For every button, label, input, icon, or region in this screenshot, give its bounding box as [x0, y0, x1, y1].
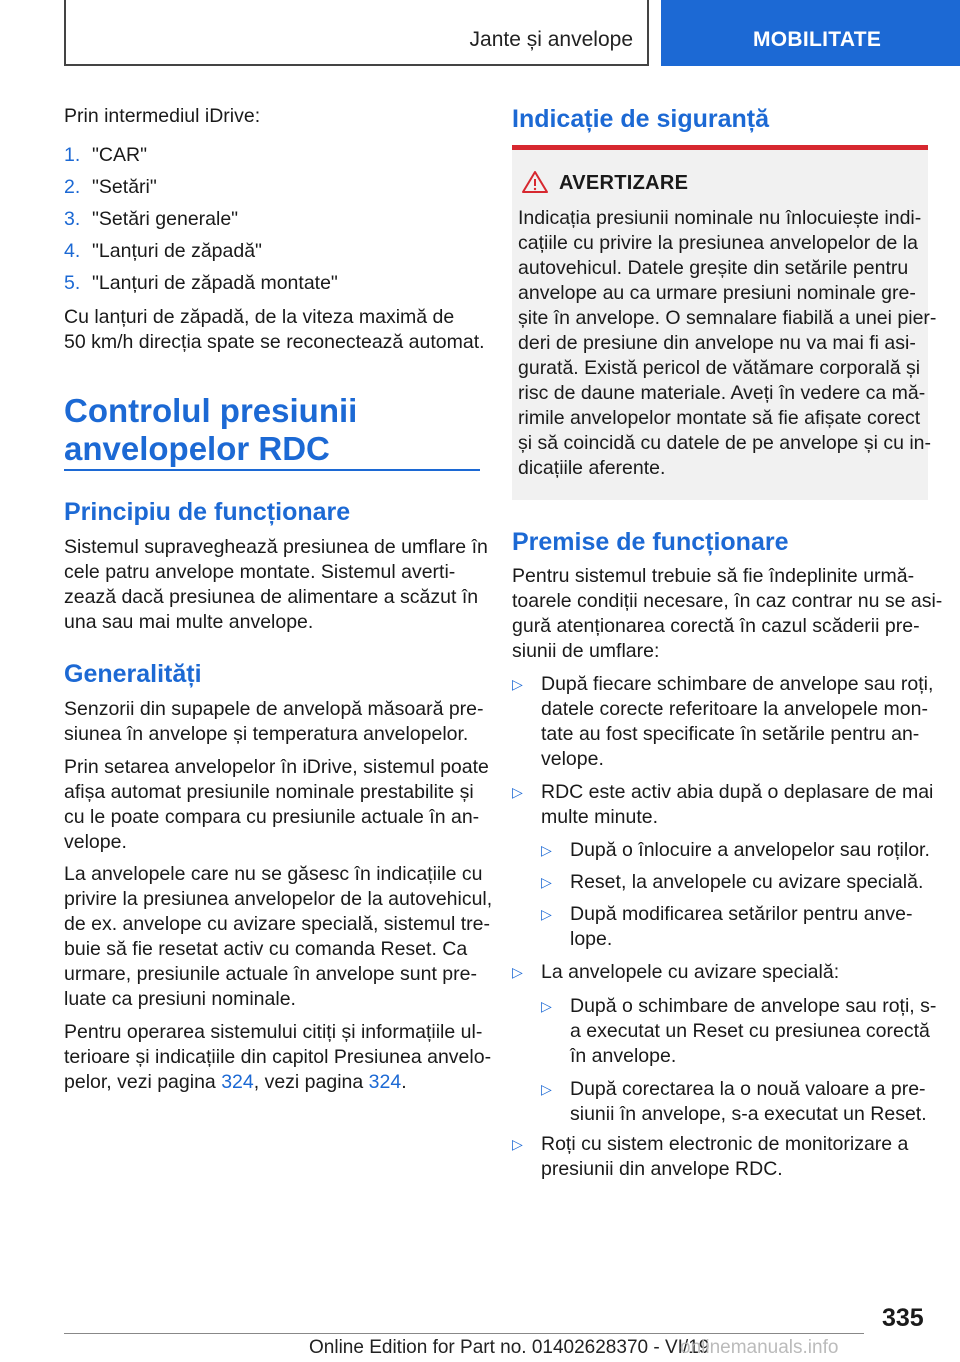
- sub-bullet-line: După corectarea la o nouă valoare a pre‐: [570, 1078, 926, 1100]
- after-steps-line: Cu lanțuri de zăpadă, de la viteza maximă de: [64, 306, 455, 328]
- brand-watermark: onlinemanuals.info: [680, 1337, 839, 1358]
- principle-line: una sau mai multe anvelope.: [64, 611, 314, 633]
- header-section-box: [64, 0, 649, 66]
- step-number: 1.: [64, 144, 81, 166]
- bullet-triangle-icon: ▷: [541, 842, 552, 858]
- section-title: Jante și anvelope: [469, 28, 633, 51]
- general-heading: Generalități: [64, 660, 202, 688]
- bullet-triangle-icon: ▷: [512, 964, 523, 980]
- page-link[interactable]: 324: [368, 1071, 402, 1093]
- bullet-triangle-icon: ▷: [541, 874, 552, 890]
- step-text: "Setări generale": [92, 208, 239, 230]
- premise-line: toarele condiții necesare, în caz contrar nu se asi‐: [512, 590, 943, 612]
- bullet-line: După fiecare schimbare de anvelope sau roți,: [541, 673, 934, 695]
- principle-heading: Principiu de funcționare: [64, 498, 351, 526]
- warning-line: dicațiile aferente.: [518, 457, 666, 479]
- premise-line: siunii de umflare:: [512, 640, 660, 662]
- general-line: afișa automat presiunile nominale prestabilite și: [64, 781, 474, 803]
- sub-bullet-line: siunii în anvelope, s-a executat un Reset.: [570, 1103, 927, 1125]
- general-line: Prin setarea anvelopelor în iDrive, sistemul poate: [64, 756, 489, 778]
- bullet-triangle-icon: ▷: [541, 906, 552, 922]
- principle-line: zează dacă presiunea de alimentare a scăzut în: [64, 586, 479, 608]
- step-number: 4.: [64, 240, 81, 262]
- step-text: "Setări": [92, 176, 157, 198]
- sub-bullet-line: După o schimbare de anvelope sau roți, s-: [570, 995, 937, 1017]
- after-steps-line: 50 km/h direcția spate se reconectează automat.: [64, 331, 485, 353]
- warning-line: rimile anvelopelor montate să fie afișate corect: [518, 407, 921, 429]
- sub-bullet-line: a executat un Reset cu presiunea corectă: [570, 1020, 930, 1042]
- sub-bullet-line: După o înlocuire a anvelopelor sau roților.: [570, 839, 930, 861]
- premise-line: gură atenționarea corectă în cazul scăderii pre‐: [512, 615, 920, 637]
- warning-triangle-icon: [521, 170, 549, 194]
- link-prefix: pelor, vezi pagina: [64, 1071, 222, 1093]
- general-line: Senzorii din supapele de anvelopă măsoară pre‐: [64, 698, 484, 720]
- bullet-triangle-icon: ▷: [512, 784, 523, 800]
- sub-bullet-line: lope.: [570, 928, 613, 950]
- step-text: "Lanțuri de zăpadă": [92, 240, 262, 262]
- page-number: 335: [882, 1304, 924, 1332]
- principle-line: cele patru anvelope montate. Sistemul averti‐: [64, 561, 456, 583]
- step-text: "Lanțuri de zăpadă montate": [92, 272, 338, 294]
- warning-line: deri de presiune din anvelope nu va mai fi asi‐: [518, 332, 916, 354]
- warning-line: cațiile cu privire la presiunea anvelopelor de la: [518, 232, 918, 254]
- warning-label: AVERTIZARE: [559, 172, 689, 194]
- edition-text: Online Edition for Part no. 01402628370 - VI/19: [309, 1337, 710, 1358]
- chapter-title-line: Controlul presiunii: [64, 392, 358, 429]
- link-sep: , vezi pagina: [253, 1071, 369, 1093]
- step-number: 3.: [64, 208, 81, 230]
- sub-bullet-line: în anvelope.: [570, 1045, 677, 1067]
- warning-line: autovehicul. Datele greșite din setările pentru: [518, 257, 909, 279]
- bullet-line: Roți cu sistem electronic de monitorizare a: [541, 1133, 909, 1155]
- premise-line: Pentru sistemul trebuie să fie îndeplinite urmă‐: [512, 565, 915, 587]
- step-text: "CAR": [92, 144, 148, 166]
- bullet-triangle-icon: ▷: [541, 1081, 552, 1097]
- general-line: terioare și indicațiile din capitol Presiunea anvelo‐: [64, 1046, 492, 1068]
- warning-line: și să coincidă cu datele de pe anvelope și cu in‐: [518, 432, 932, 454]
- sub-bullet-line: După modificarea setărilor pentru anve‐: [570, 903, 913, 925]
- warning-line: șite în anvelope. O semnalare fiabilă a unei pier‐: [518, 307, 937, 329]
- intro-text: Prin intermediul iDrive:: [64, 105, 261, 127]
- warning-line: risc de daune materiale. Aveți în vedere ca mă‐: [518, 382, 926, 404]
- bullet-triangle-icon: ▷: [512, 1136, 523, 1152]
- general-line: privire la presiunea anvelopelor de la autovehicul,: [64, 888, 493, 910]
- general-line: de ex. anvelope cu avizare specială, sistemul tre‐: [64, 913, 490, 935]
- bullet-line: tate au fost specificate în setările pentru an‐: [541, 723, 920, 745]
- bullet-triangle-icon: ▷: [541, 998, 552, 1014]
- header-tab-mobilitate[interactable]: [661, 0, 960, 66]
- sub-bullet-line: Reset, la anvelopele cu avizare specială.: [570, 871, 924, 893]
- safety-heading: Indicație de siguranță: [512, 105, 770, 133]
- bullet-line: datele corecte referitoare la anvelopele mon‐: [541, 698, 928, 720]
- general-line: buie să fie resetat activ cu comanda Reset. Ca: [64, 938, 468, 960]
- link-end: .: [401, 1071, 407, 1093]
- warning-line: anvelope au ca urmare presiuni nominale gre‐: [518, 282, 916, 304]
- general-line: siunea în anvelope și temperatura anvelopelor.: [64, 723, 469, 745]
- general-line: velope.: [64, 831, 127, 853]
- chapter-title-line: anvelopelor RDC: [64, 430, 330, 467]
- premise-heading: Premise de funcționare: [512, 528, 789, 556]
- warning-line: Indicația presiunii nominale nu înlocuiește indi‐: [518, 207, 922, 229]
- chapter-title-rule: [64, 469, 480, 471]
- general-line-with-links: [64, 1070, 407, 1095]
- bullet-line: RDC este activ abia după o deplasare de mai: [541, 781, 934, 803]
- step-number: 5.: [64, 272, 81, 294]
- general-line: luate ca presiuni nominale.: [64, 988, 296, 1010]
- bullet-line: presiunii din anvelope RDC.: [541, 1158, 783, 1180]
- general-line: La anvelopele care nu se găsesc în indicațiile cu: [64, 863, 483, 885]
- bullet-line: La anvelopele cu avizare specială:: [541, 961, 840, 983]
- bullet-line: multe minute.: [541, 806, 659, 828]
- principle-line: Sistemul supraveghează presiunea de umflare în: [64, 536, 488, 558]
- footer-rule: [64, 1333, 864, 1334]
- general-line: cu le poate compara cu presiunile actuale în an‐: [64, 806, 480, 828]
- step-number: 2.: [64, 176, 81, 198]
- page-link[interactable]: 324: [221, 1071, 254, 1093]
- general-line: Pentru operarea sistemului citiți și informațiile ul‐: [64, 1021, 483, 1043]
- warning-line: gurată. Există pericol de vătămare corporală și: [518, 357, 921, 379]
- bullet-line: velope.: [541, 748, 604, 770]
- bullet-triangle-icon: ▷: [512, 676, 523, 692]
- general-line: urmare, presiunile actuale în anvelope sunt pre‐: [64, 963, 477, 985]
- tab-label: MOBILITATE: [753, 28, 882, 51]
